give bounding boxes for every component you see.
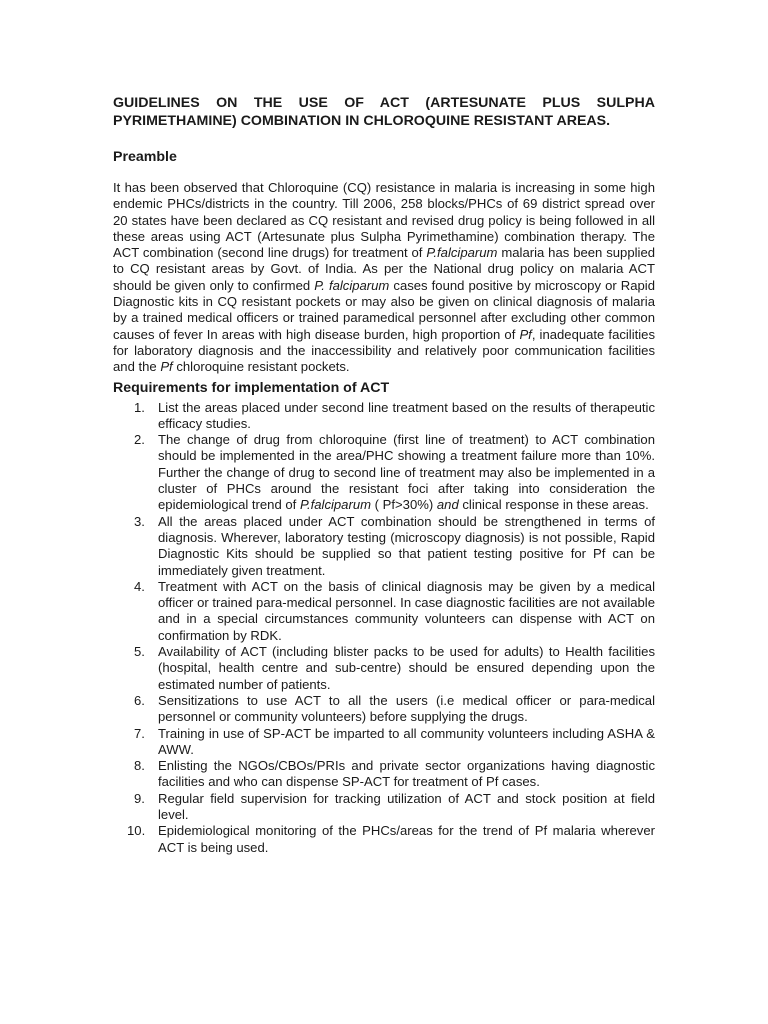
list-item-number: 7. [134, 725, 145, 741]
preamble-heading: Preamble [113, 149, 177, 165]
text-run: Epidemiological monitoring of the PHCs/areas for the trend of Pf malaria wherever ACT is being used. [158, 823, 655, 855]
list-item [113, 432, 655, 513]
list-item-number: 2. [134, 432, 145, 448]
text-run: malaria has been supplied to CQ resistant areas by Govt. of India. As per the National drug policy on malaria ACT should be given only to confirmed [113, 245, 656, 293]
list-item-text [158, 758, 655, 789]
text-run: cases found positive by microscopy or Rapid Diagnostic kits in CQ resistant pockets or may also be given on clinical diagnosis of malaria by a trained medical officers or trained paramedical personnel after excluding other common causes of fever In areas with high disease burden, high proportion of [113, 277, 655, 342]
text-run: , inadequate facilities for laboratory diagnosis and the inaccessibility and relatively poor communication facilities and the [113, 326, 655, 375]
list-item [113, 644, 655, 693]
list-item [113, 791, 655, 824]
text-run: Training in use of SP-ACT be imparted to all community volunteers including ASHA & AWW. [158, 725, 655, 757]
text-run: Sensitizations to use ACT to all the users (i.e medical officer or para-medical personnel or community volunteers) before supplying the drugs. [158, 692, 655, 725]
list-item-text [158, 514, 655, 578]
text-run: Availability of ACT (including blister packs to be used for adults) to Health facilities (hospital, health centre and sub-centre) should be ensured depending upon the estimated number of patients. [158, 644, 655, 692]
text-run: List the areas placed under second line treatment based on the results of therapeutic efficacy studies. [158, 399, 655, 431]
list-item [113, 514, 655, 579]
text-run: ( Pf>30%) [371, 497, 437, 513]
text-run: clinical response in these areas. [458, 497, 649, 513]
text-run: All the areas placed under ACT combination should be strengthened in terms of diagnosis. Wherever, laboratory testing (microscopy diagnosis) is not possible, Rapid Diagnostic Kits should be supplied so that patient testing positive for Pf can be immediately given treatment. [158, 513, 655, 578]
list-item-text [158, 644, 655, 692]
list-item-number: 8. [134, 758, 145, 774]
list-item-text [158, 693, 655, 724]
text-run: Treatment with ACT on the basis of clinical diagnosis may be given by a medical officer or trained para-medical personnel. In case diagnostic facilities are not available and in a special circumstances community volunteers can dispense with ACT on confirmation by RDK. [158, 578, 655, 643]
list-item [113, 693, 655, 726]
list-item-text [158, 791, 655, 822]
list-item [113, 758, 655, 791]
list-item-number: 10. [127, 823, 146, 839]
list-item [113, 726, 655, 759]
list-item-number: 6. [134, 692, 145, 708]
italic-text: P. falciparum [314, 277, 390, 293]
document-title: GUIDELINES ON THE USE OF ACT (ARTESUNATE PLUS SULPHA PYRIMETHAMINE) COMBINATION IN CHLOROQUINE RESISTANT AREAS. [113, 95, 655, 129]
list-item-number: 3. [134, 513, 145, 529]
text-run: Regular field supervision for tracking utilization of ACT and stock position at field level. [158, 790, 655, 822]
requirements-list [113, 400, 655, 856]
document-page [113, 94, 655, 856]
list-item-text [158, 432, 655, 512]
requirements-heading: Requirements for implementation of ACT [113, 379, 390, 396]
italic-text: P.falciparum [426, 245, 498, 261]
preamble-paragraph [113, 180, 655, 376]
italic-text: Pf [519, 326, 532, 342]
text-run: Enlisting the NGOs/CBOs/PRIs and private sector organizations having diagnostic facilities and who can dispense SP-ACT for treatment of Pf cases. [158, 758, 655, 790]
italic-text: and [436, 497, 459, 513]
list-item-number: 5. [134, 644, 145, 660]
list-item-text [158, 823, 655, 854]
text-run: It has been observed that Chloroquine (CQ) resistance in malaria is increasing in some high endemic PHCs/districts in the country. Till 2006, 258 blocks/PHCs of 69 district spread over 20 states have been declared as CQ resistant and revised drug policy is being followed in all these areas using ACT (Artesunate plus Sulpha Pyrimethamine) combination therapy. The ACT combination (second line drugs) for treatment of [113, 180, 655, 261]
list-item-text [158, 400, 655, 431]
list-item [113, 400, 655, 433]
list-item-number: 4. [134, 578, 145, 594]
list-item-number: 9. [134, 790, 145, 806]
italic-text: Pf [160, 359, 173, 375]
text-run: chloroquine resistant pockets. [172, 359, 350, 375]
list-item-text [158, 579, 655, 643]
italic-text: P.falciparum [299, 497, 372, 513]
list-item-number: 1. [134, 399, 145, 415]
list-item [113, 823, 655, 856]
text-run: The change of drug from chloroquine (first line of treatment) to ACT combination should be implemented in the area/PHC showing a treatment failure more than 10%. Further the change of drug to second line of treatment may also be implemented in a cluster of PHCs around the resistant foci after taking into consideration the epidemiological trend of [158, 432, 655, 513]
list-item-text [158, 726, 655, 757]
list-item [113, 579, 655, 644]
